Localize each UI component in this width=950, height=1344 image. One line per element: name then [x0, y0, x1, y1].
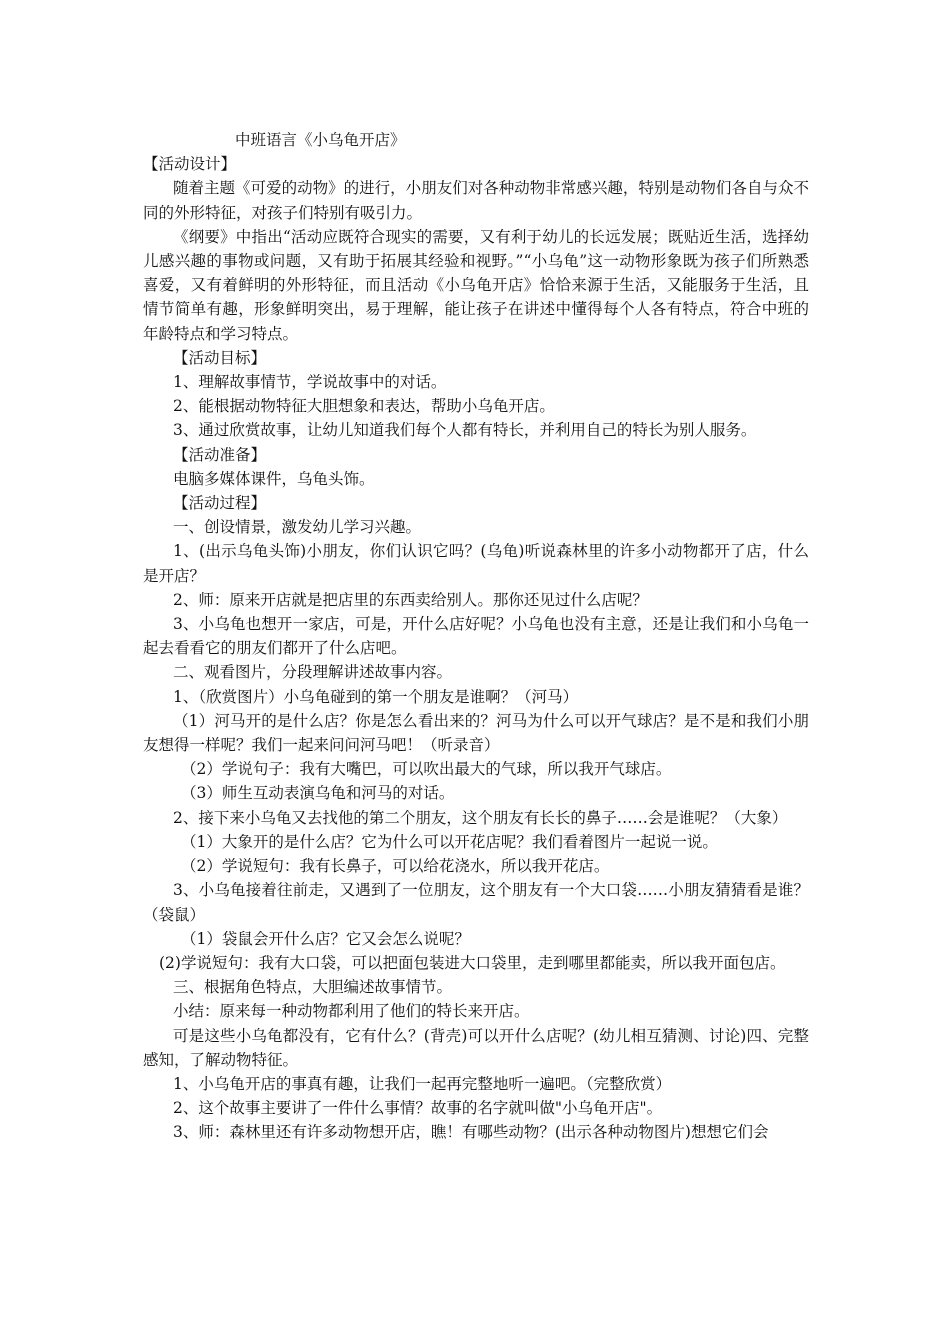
sub-item: (2)学说短句：我有大口袋，可以把面包装进大口袋里，走到哪里都能卖，所以我开面包店。 [159, 953, 786, 972]
list-item: 2、能根据动物特征大胆想象和表达，帮助小乌龟开店。 [173, 397, 555, 416]
section-heading: 【活动设计】 [143, 155, 237, 174]
list-item: 3、通过欣赏故事，让幼儿知道我们每个人都有特长，并利用自己的特长为别人服务。 [173, 421, 757, 440]
section-heading: 【活动过程】 [173, 494, 267, 513]
list-item: 3、小乌龟也想开一家店，可是，开什么店好呢？小乌龟也没有主意，还是让我们和小乌龟一起去看看它的朋友们都开了什么店吧。 [143, 615, 809, 658]
sub-item: （1）袋鼠会开什么店？它又会怎么说呢？ [181, 929, 470, 948]
list-item: 1、理解故事情节，学说故事中的对话。 [173, 373, 447, 392]
paragraph: 可是这些小乌龟都没有，它有什么？(背壳)可以开什么店呢？(幼儿相互猜测、讨论)四、完整感知，了解动物特征。 [143, 1026, 809, 1069]
sub-item: （1）河马开的是什么店？你是怎么看出来的？河马为什么可以开气球店？是不是和我们小朋友想得一样呢？我们一起来问问河马吧！（听录音） [143, 711, 809, 755]
list-item: 3、师：森林里还有许多动物想开店，瞧！有哪些动物？(出示各种动物图片)想想它们会 [173, 1123, 769, 1142]
paragraph: 电脑多媒体课件，乌龟头饰。 [173, 469, 375, 488]
step-heading: 二、观看图片，分段理解讲述故事内容。 [173, 663, 453, 682]
step-heading: 一、创设情景，激发幼儿学习兴趣。 [173, 518, 422, 537]
step-heading: 三、根据角色特点，大胆编述故事情节。 [173, 978, 453, 997]
list-item: 3、小乌龟接着往前走，又遇到了一位朋友，这个朋友有一个大口袋……小朋友猜猜看是谁？（袋鼠） [143, 881, 809, 924]
section-heading: 【活动目标】 [173, 348, 267, 367]
sub-item: （1）大象开的是什么店？它为什么可以开花店呢？我们看着图片一起说一说。 [181, 832, 718, 851]
paragraph: 《纲要》中指出“活动应既符合现实的需要，又有利于幼儿的长远发展；既贴近生活，选择幼儿感兴趣的事物或问题，又有助于拓展其经验和视野。”“小乌龟”这一动物形象既为孩子们所熟悉喜爱，又有着鲜明的外形特征，而且活动《小乌龟开店》恰恰来源于生活，又能服务于生活，且情节简单有趣，形象鲜明突出，易于理解，能让孩子在讲述中懂得每个人各有特点，符合中班的年龄特点和学习特点。 [143, 227, 809, 343]
list-item: 2、师：原来开店就是把店里的东西卖给别人。那你还见过什么店呢？ [173, 590, 648, 609]
list-item: 2、接下来小乌龟又去找他的第二个朋友，这个朋友有长长的鼻子……会是谁呢？（大象） [173, 808, 788, 827]
sub-item: （2）学说短句：我有长鼻子，可以给花浇水，所以我开花店。 [181, 857, 610, 876]
paragraph: 小结：原来每一种动物都利用了他们的特长来开店。 [173, 1002, 530, 1021]
list-item: 1、（欣赏图片）小乌龟碰到的第一个朋友是谁啊？（河马） [173, 687, 579, 706]
sub-item: （3）师生互动表演乌龟和河马的对话。 [181, 784, 455, 803]
list-item: 1、(出示乌龟头饰)小朋友，你们认识它吗？(乌龟)听说森林里的许多小动物都开了店，什么是开店？ [143, 542, 809, 585]
paragraph: 随着主题《可爱的动物》的进行，小朋友们对各种动物非常感兴趣，特别是动物们各自与众不同的外形特征，对孩子们特别有吸引力。 [143, 179, 809, 222]
list-item: 2、这个故事主要讲了一件什么事情？故事的名字就叫做"小乌龟开店"。 [173, 1099, 663, 1118]
list-item: 1、小乌龟开店的事真有趣，让我们一起再完整地听一遍吧。（完整欣赏） [173, 1074, 672, 1093]
sub-item: （2）学说句子：我有大嘴巴，可以吹出最大的气球，所以我开气球店。 [181, 760, 672, 779]
document-title: 中班语言《小乌龟开店》 [235, 131, 406, 149]
document-body [143, 128, 809, 1145]
section-heading: 【活动准备】 [173, 445, 267, 464]
